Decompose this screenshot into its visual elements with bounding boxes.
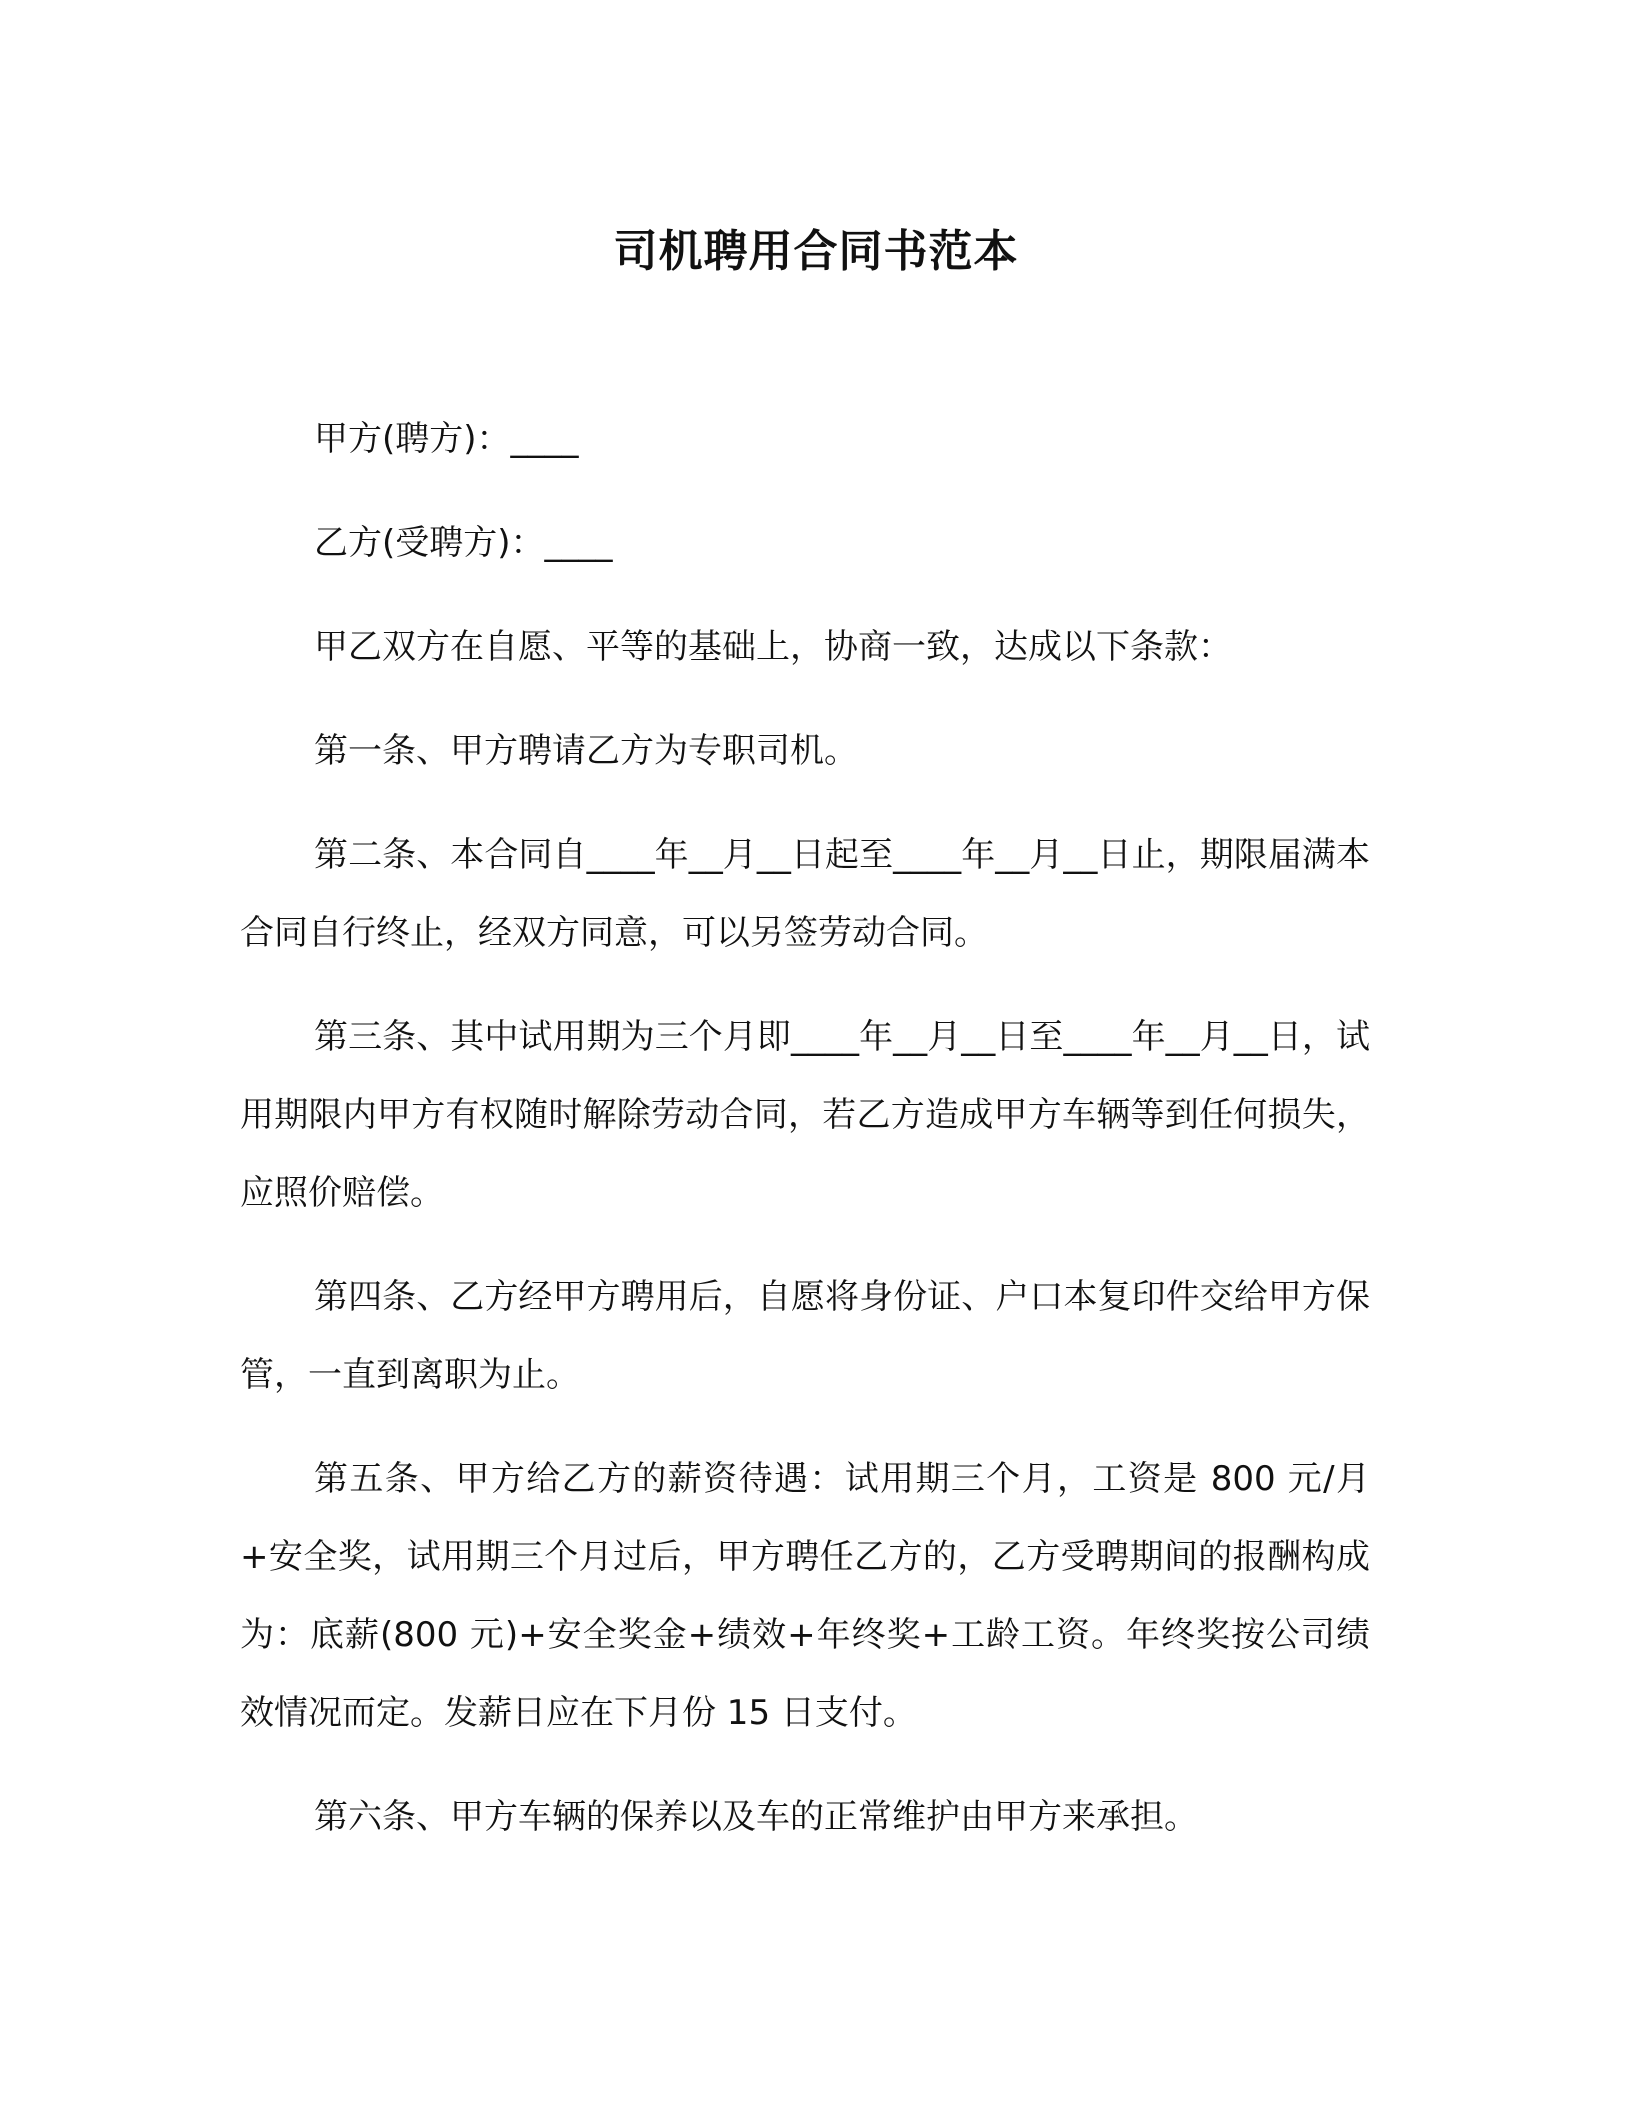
article-5: 第五条、甲方给乙方的薪资待遇：试用期三个月，工资是 800 元/月+安全奖，试用期三个月过后，甲方聘任乙方的，乙方受聘期间的报酬构成为：底薪(800 元)+安全奖金+绩效+年终奖+工龄工资。年终奖按公司绩效情况而定。发薪日应在下月份 15 日支付。 bbox=[240, 1459, 1370, 1733]
article-3: 第三条、其中试用期为三个月即____年__月__日至____年__月__日，试用期限内甲方有权随时解除劳动合同，若乙方造成甲方车辆等到任何损失，应照价赔偿。 bbox=[240, 1017, 1370, 1213]
article-1: 第一条、甲方聘请乙方为专职司机。 bbox=[314, 731, 858, 771]
article-4: 第四条、乙方经甲方聘用后，自愿将身份证、户口本复印件交给甲方保管，一直到离职为止。 bbox=[240, 1277, 1370, 1395]
party-a-line: 甲方(聘方)：____ bbox=[314, 419, 579, 459]
document-title: 司机聘用合同书范本 bbox=[613, 226, 1019, 277]
document-body bbox=[240, 400, 1370, 1882]
party-b-line: 乙方(受聘方)：____ bbox=[314, 523, 613, 563]
article-2: 第二条、本合同自____年__月__日起至____年__月__日止，期限届满本合同自行终止，经双方同意，可以另签劳动合同。 bbox=[240, 835, 1370, 953]
preamble: 甲乙双方在自愿、平等的基础上，协商一致，达成以下条款： bbox=[314, 627, 1232, 667]
article-6: 第六条、甲方车辆的保养以及车的正常维护由甲方来承担。 bbox=[314, 1797, 1198, 1837]
